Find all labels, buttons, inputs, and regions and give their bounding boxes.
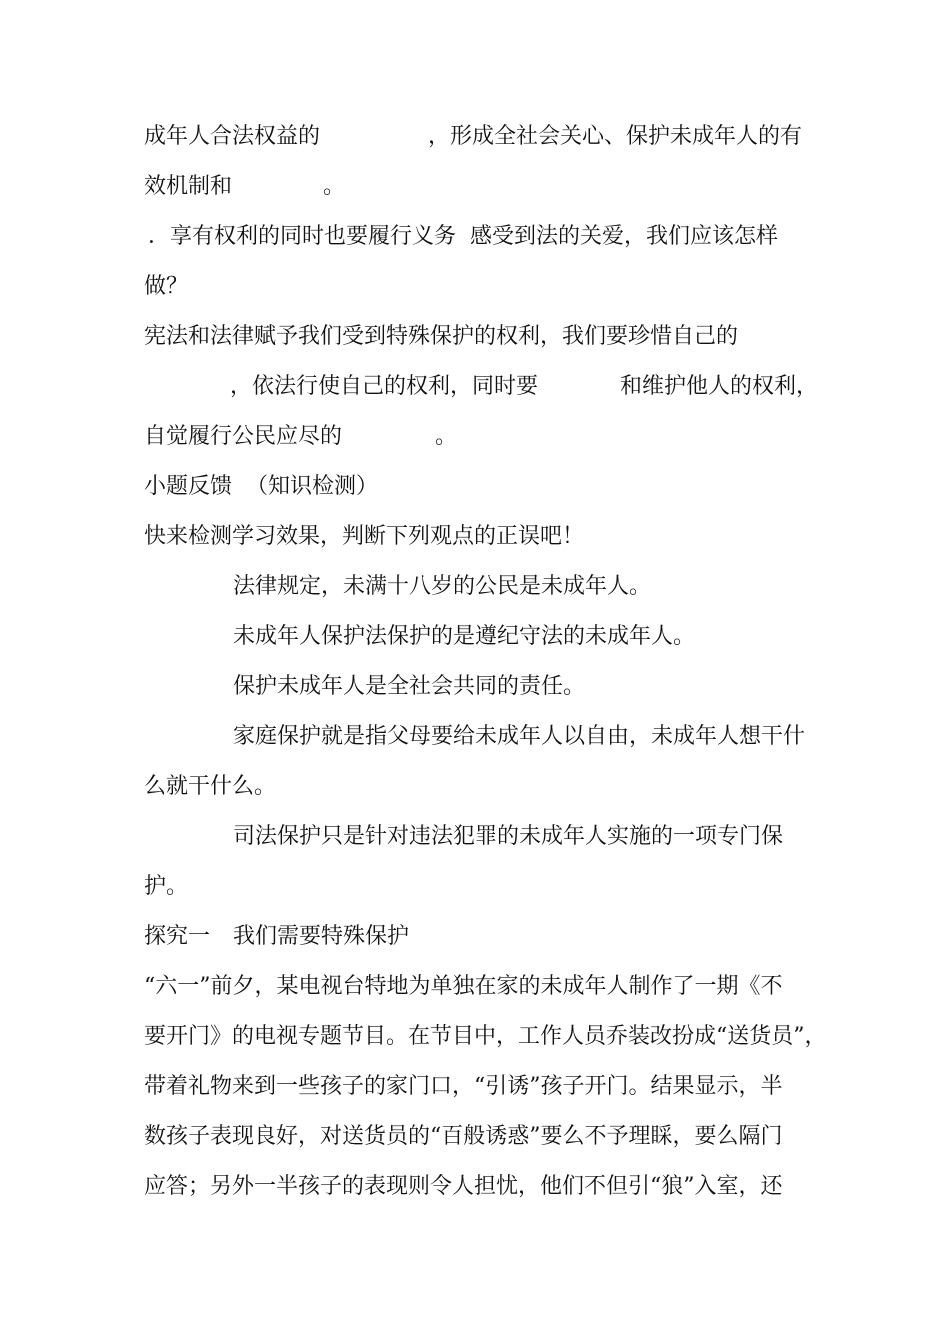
text-segment: ，依法行使自己的权利，同时要 — [230, 374, 539, 399]
text-segment: 。 — [323, 174, 346, 199]
text-segment: 快来检测学习效果，判断下列观点的正误吧！ — [144, 524, 585, 549]
text-segment: “六一”前夕，某电视台特地为单独在家的未成年人制作了一期《不 — [144, 974, 783, 999]
text-segment: ，形成全社会关心、保护未成年人的有 — [428, 124, 803, 149]
text-segment: 。 — [435, 424, 458, 449]
text-segment: ．享有权利的同时也要履行义务 感受到法的关爱，我们应该怎样 — [148, 224, 778, 249]
text-segment: 和维护他人的权利， — [620, 374, 819, 399]
text-segment: 做？ — [144, 274, 189, 299]
text-segment: 我们需要特殊保护 — [233, 924, 410, 949]
text-segment: 探究一 — [144, 924, 211, 949]
text-segment: 自觉履行公民应尽的 — [144, 424, 343, 449]
text-segment: 法律规定，未满十八岁的公民是未成年人。 — [233, 574, 652, 599]
text-segment: 小题反馈 （知识检测） — [144, 474, 378, 499]
text-segment: 么就干什么。 — [144, 774, 277, 799]
text-segment: 要开门》的电视专题节目。在节目中，工作人员乔装改扮成“送货员”， — [144, 1024, 827, 1049]
text-segment: 未成年人保护法保护的是遵纪守法的未成年人。 — [233, 624, 696, 649]
text-segment: 效机制和 — [144, 174, 233, 199]
text-segment: 数孩子表现良好，对送货员的“百般诱惑”要么不予理睬，要么隔门 — [144, 1124, 783, 1149]
text-segment: 护。 — [144, 874, 189, 899]
text-segment: 带着礼物来到一些孩子的家门口，“引诱”孩子开门。结果显示，半 — [144, 1074, 783, 1099]
text-segment: 应答；另外一半孩子的表现则令人担忧，他们不但引“狼”入室，还 — [144, 1174, 783, 1199]
paragraph-line — [0, 1172, 783, 1232]
text-segment: 家庭保护就是指父母要给未成年人以自由，未成年人想干什 — [233, 724, 806, 749]
text-segment: 成年人合法权益的 — [144, 124, 321, 149]
text-segment: 司法保护只是针对违法犯罪的未成年人实施的一项专门保 — [233, 824, 784, 849]
text-segment: 保护未成年人是全社会共同的责任。 — [233, 674, 586, 699]
text-segment: 宪法和法律赋予我们受到特殊保护的权利，我们要珍惜自己的 — [144, 324, 739, 349]
